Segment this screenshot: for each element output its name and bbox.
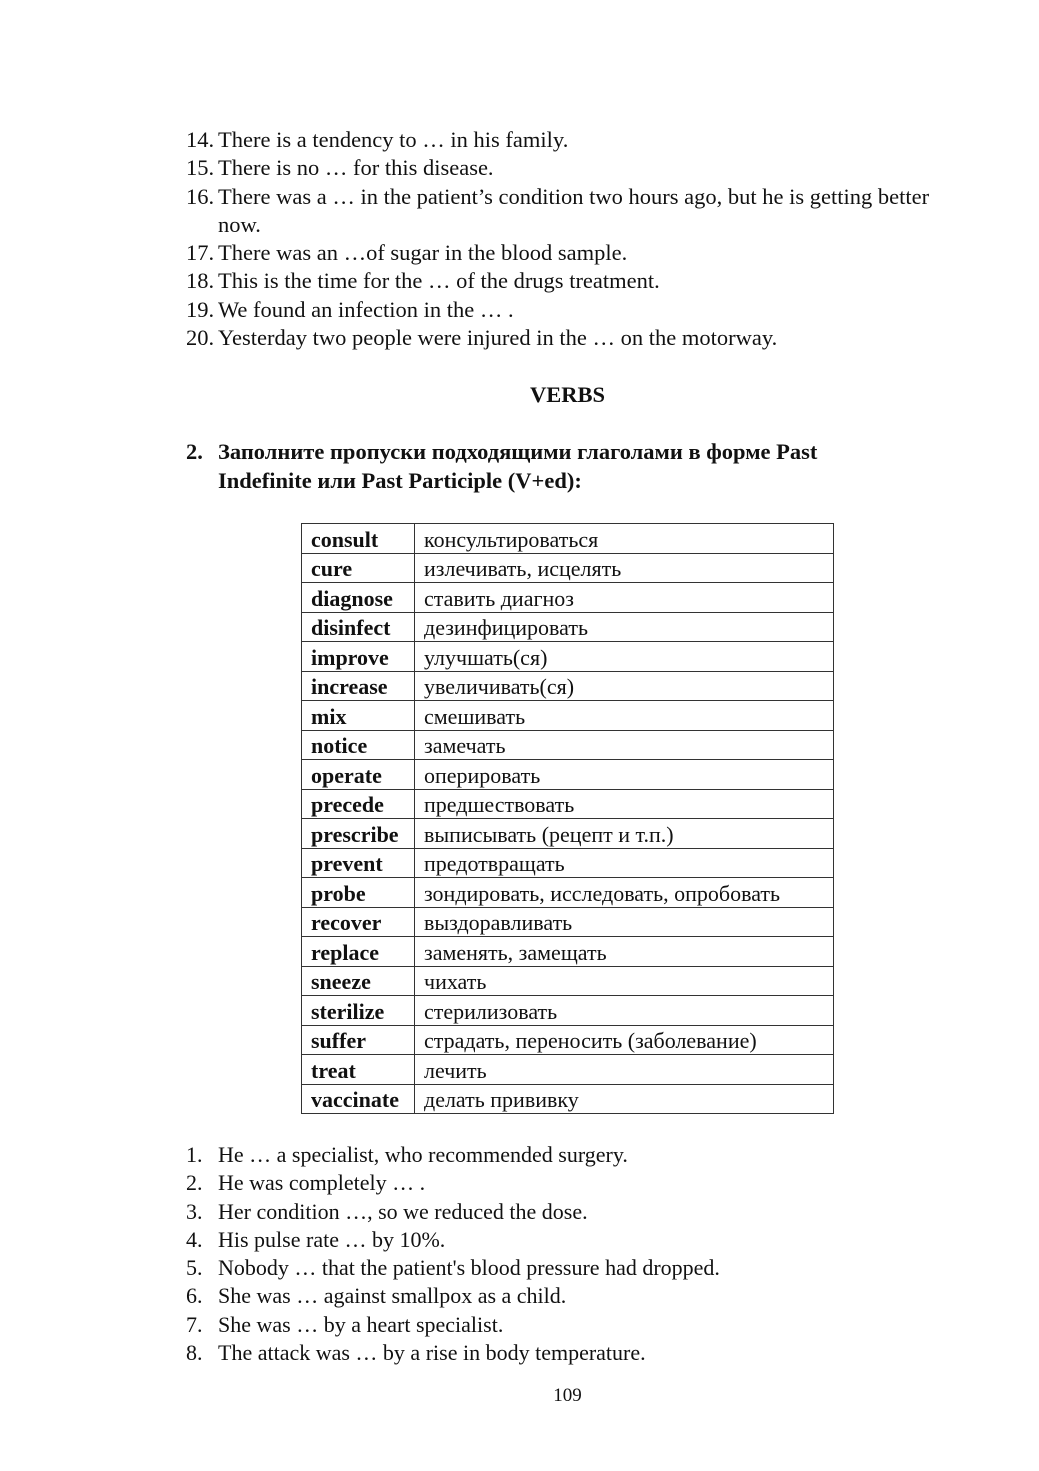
item-number: 20. — [186, 325, 215, 351]
list-item — [186, 126, 946, 154]
verb-russian: чихать — [415, 966, 834, 996]
verb-english: improve — [302, 642, 415, 672]
item-number: 14. — [186, 127, 215, 152]
verb-russian: замечать — [415, 730, 834, 760]
list-item — [186, 296, 946, 324]
verb-english: diagnose — [302, 583, 415, 613]
item-text: There is a tendency to … in his family. — [218, 127, 569, 152]
verb-english: notice — [302, 730, 415, 760]
verb-english: disinfect — [302, 612, 415, 642]
item-number: 3. — [186, 1198, 203, 1224]
verb-russian: выписывать (рецепт и т.п.) — [415, 819, 834, 849]
table-row — [302, 1025, 834, 1055]
table-row — [302, 937, 834, 967]
verb-russian: консультироваться — [415, 524, 834, 554]
verb-english: sneeze — [302, 966, 415, 996]
verb-russian: стерилизовать — [415, 996, 834, 1026]
table-row — [302, 996, 834, 1026]
list-item — [186, 154, 946, 182]
table-row — [302, 524, 834, 554]
item-number: 1. — [186, 1142, 203, 1167]
verb-english: consult — [302, 524, 415, 554]
verb-russian: зондировать, исследовать, опробовать — [415, 878, 834, 908]
table-row — [302, 1084, 834, 1114]
item-text: There is no … for this disease. — [218, 155, 494, 181]
table-row — [302, 907, 834, 937]
verb-russian: увеличивать(ся) — [415, 671, 834, 701]
item-text: His pulse rate … by 10%. — [218, 1226, 446, 1252]
table-row — [302, 966, 834, 996]
verb-russian: предотвращать — [415, 848, 834, 878]
vocabulary-table — [301, 523, 834, 1114]
verb-russian: предшествовать — [415, 789, 834, 819]
list-item — [186, 183, 946, 240]
item-number: 6. — [186, 1283, 203, 1309]
item-number: 16. — [186, 183, 215, 209]
exercise-list-bottom — [186, 1141, 906, 1367]
item-number: 19. — [186, 296, 215, 322]
table-row — [302, 583, 834, 613]
item-text: She was … against smallpox as a child. — [218, 1283, 567, 1309]
verb-english: operate — [302, 760, 415, 790]
item-text: He was completely … . — [218, 1170, 426, 1196]
verb-russian: смешивать — [415, 701, 834, 731]
verb-russian: излечивать, исцелять — [415, 553, 834, 583]
verb-english: cure — [302, 553, 415, 583]
table-row — [302, 878, 834, 908]
verb-english: sterilize — [302, 996, 415, 1026]
verb-russian: лечить — [415, 1055, 834, 1085]
item-text: Yesterday two people were injured in the … on the motorway. — [218, 325, 778, 351]
list-item — [186, 1339, 906, 1367]
task-instruction — [186, 438, 906, 495]
list-item — [186, 1169, 906, 1197]
list-item — [186, 267, 946, 295]
item-number: 2. — [186, 1170, 203, 1196]
verb-russian: дезинфицировать — [415, 612, 834, 642]
list-item — [186, 1311, 906, 1339]
verb-english: prescribe — [302, 819, 415, 849]
verb-english: suffer — [302, 1025, 415, 1055]
verb-english: precede — [302, 789, 415, 819]
section-heading: VERBS — [529, 382, 606, 407]
item-number: 7. — [186, 1311, 203, 1337]
page-number: 109 — [553, 1385, 582, 1406]
item-text: We found an infection in the … . — [218, 296, 514, 322]
item-text: There was a … in the patient’s condition two hours ago, but he is getting better now. — [218, 183, 930, 237]
item-text: Her condition …, so we reduced the dose. — [218, 1198, 588, 1224]
verb-russian: оперировать — [415, 760, 834, 790]
item-text: This is the time for the … of the drugs treatment. — [218, 268, 660, 294]
verb-russian: улучшать(ся) — [415, 642, 834, 672]
item-number: 17. — [186, 240, 215, 266]
list-item — [186, 239, 946, 267]
verb-english: recover — [302, 907, 415, 937]
table-row — [302, 819, 834, 849]
list-item — [186, 1254, 906, 1282]
table-row — [302, 642, 834, 672]
verb-english: increase — [302, 671, 415, 701]
item-text: Nobody … that the patient's blood pressure had dropped. — [218, 1255, 720, 1281]
verb-english: treat — [302, 1055, 415, 1085]
verb-russian: страдать, переносить (заболевание) — [415, 1025, 834, 1055]
item-number: 8. — [186, 1340, 203, 1366]
verb-english: vaccinate — [302, 1084, 415, 1114]
verb-english: mix — [302, 701, 415, 731]
verb-russian: выздоравливать — [415, 907, 834, 937]
table-row — [302, 553, 834, 583]
item-text: He … a specialist, who recommended surgery. — [218, 1142, 628, 1167]
item-number: 4. — [186, 1226, 203, 1252]
verb-russian: делать прививку — [415, 1084, 834, 1114]
table-row — [302, 789, 834, 819]
list-item — [186, 1282, 906, 1310]
list-item — [186, 1141, 906, 1169]
table-row — [302, 760, 834, 790]
verb-russian: заменять, замещать — [415, 937, 834, 967]
list-item — [186, 324, 946, 352]
verb-english: prevent — [302, 848, 415, 878]
table-row — [302, 612, 834, 642]
item-text: She was … by a heart specialist. — [218, 1311, 504, 1337]
task-number: 2. — [186, 439, 203, 464]
table-row — [302, 730, 834, 760]
task-text: Заполните пропуски подходящими глаголами в форме Past Indefinite или Past Participle (V+ed): — [218, 439, 818, 493]
list-item — [186, 1226, 906, 1254]
list-item — [186, 1198, 906, 1226]
item-text: There was an …of sugar in the blood sample. — [218, 240, 628, 266]
item-number: 5. — [186, 1255, 203, 1281]
verb-english: probe — [302, 878, 415, 908]
exercise-list-top — [186, 126, 946, 352]
item-text: The attack was … by a rise in body temperature. — [218, 1340, 646, 1366]
table-row — [302, 671, 834, 701]
verb-russian: ставить диагноз — [415, 583, 834, 613]
verb-english: replace — [302, 937, 415, 967]
table-row — [302, 848, 834, 878]
table-row — [302, 701, 834, 731]
table-row — [302, 1055, 834, 1085]
item-number: 15. — [186, 155, 215, 181]
item-number: 18. — [186, 268, 215, 294]
